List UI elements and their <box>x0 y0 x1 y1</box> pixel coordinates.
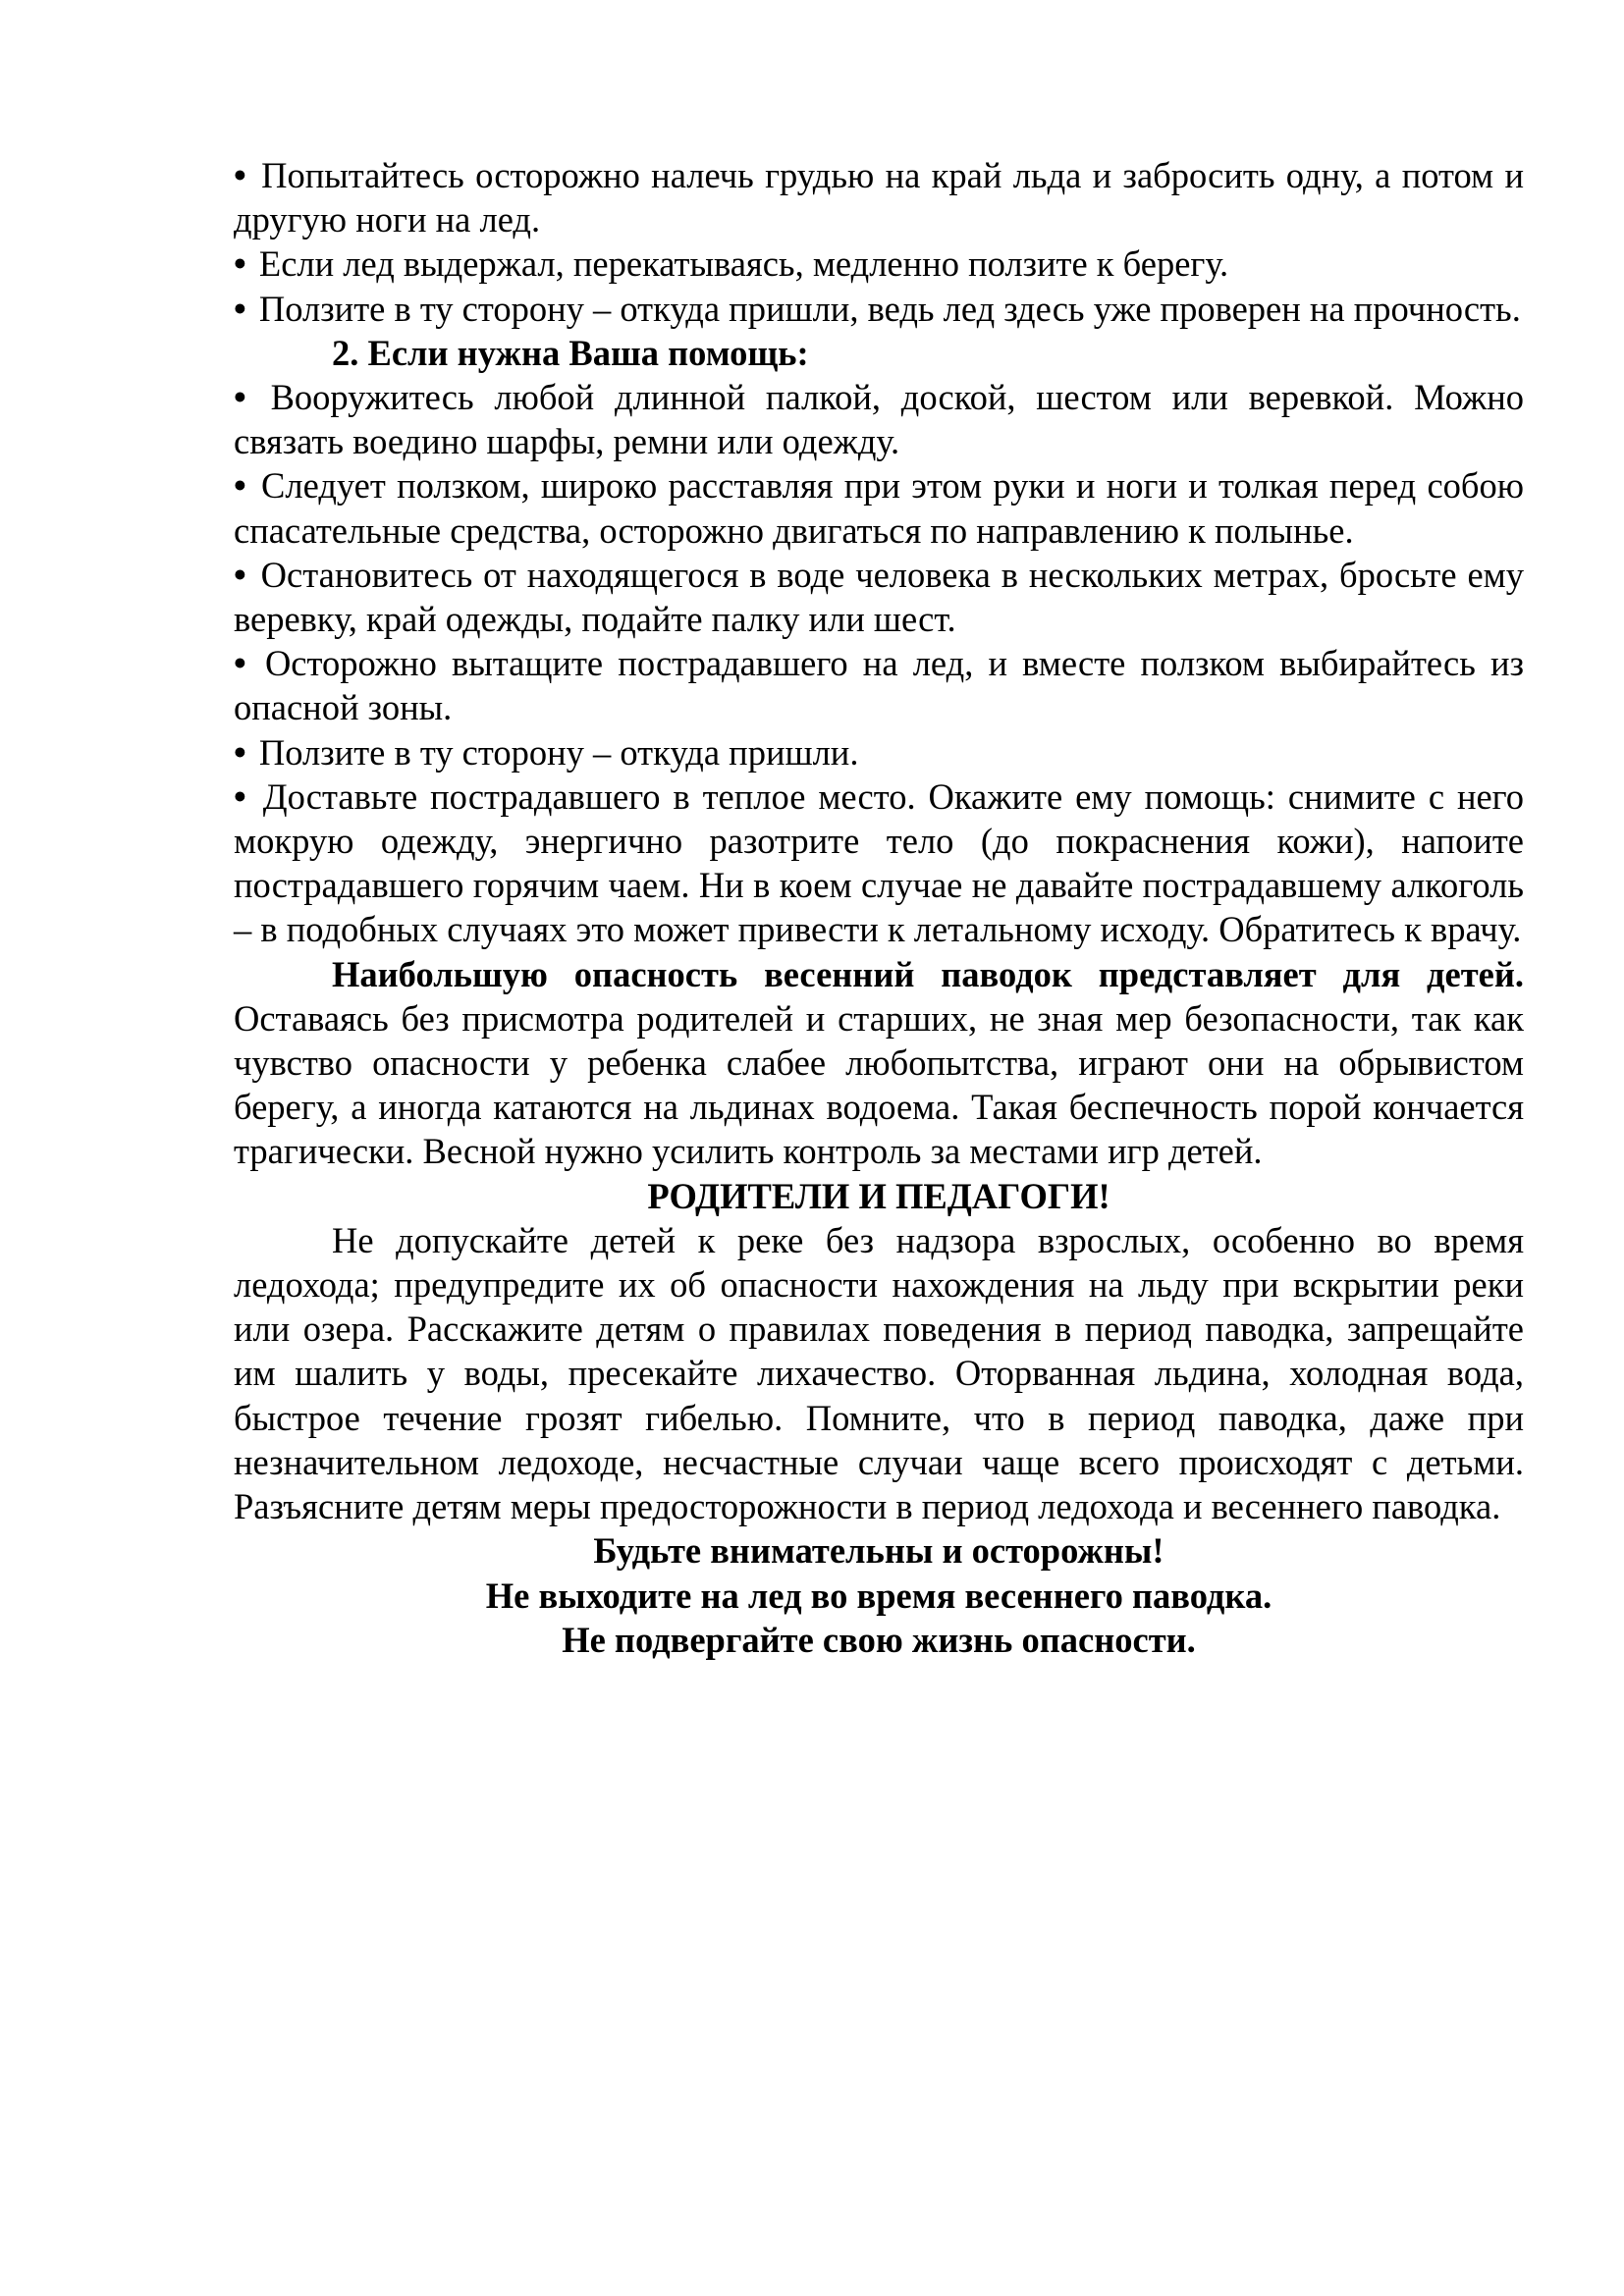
closing-line: Не выходите на лед во время весеннего паводка. <box>485 1575 1272 1616</box>
bullet-text: Доставьте пострадавшего в теплое место. Окажите ему помощь: снимите с него мокрую одежду, энергично разотрите тело (до покраснения кожи), напоите пострадавшего горячим чаем. Ни в коем случае не давайте пострадавшему алкоголь – в подобных случаях это может привести к летальному исходу. Обратитесь к врачу. <box>234 775 1524 950</box>
parents-heading: РОДИТЕЛИ И ПЕДАГОГИ! <box>647 1175 1110 1216</box>
bullet-icon: • <box>234 775 246 817</box>
bullet-text: Ползите в ту сторону – откуда пришли. <box>258 731 859 773</box>
bullet-item <box>234 730 1524 774</box>
bullet-text: Остановитесь от находящегося в воде человека в нескольких метрах, бросьте ему веревку, край одежды, подайте палку или шест. <box>234 554 1525 640</box>
bullet-text: Вооружитесь любой длинной палкой, доской, шестом или веревкой. Можно связать воедино шарфы, ремни или одежду. <box>234 377 1524 462</box>
bullet-icon: • <box>234 377 246 418</box>
bullet-item <box>234 153 1524 241</box>
bullet-icon: • <box>234 643 246 684</box>
bullet-text: Следует ползком, широко расставляя при этом руки и ноги и толкая перед собою спасательные средства, осторожно двигаться по направлению к полынье. <box>234 465 1524 551</box>
bullet-text: Попытайтесь осторожно налечь грудью на край льда и забросить одну, а потом и другую ноги на лед. <box>234 155 1525 240</box>
bullet-text: Если лед выдержал, перекатываясь, медленно ползите к берегу. <box>258 243 1229 285</box>
bullet-icon: • <box>234 554 246 595</box>
section-heading: 2. Если нужна Ваша помощь: <box>332 332 809 373</box>
bullet-item <box>234 241 1524 286</box>
parents-paragraph: Не допускайте детей к реке без надзора взрослых, особенно во время ледохода; предупредите их об опасности нахождения на льду при вскрытии реки или озера. Расскажите детям о правилах поведения в период паводка, запрещайте им шалить у воды, пресекайте лихачество. Оторванная льдина, холодная вода, быстрое течение грозят гибелью. Помните, что в период паводка, даже при незначительном ледоходе, несчастные случаи чаще всего происходят с детьми. Разъясните детям меры предосторожности в период ледохода и весеннего паводка. <box>234 1219 1524 1527</box>
danger-lead: Наибольшую опасность весенний паводок представляет для детей. <box>332 953 1524 994</box>
bullet-item <box>234 553 1524 641</box>
bullet-item <box>234 641 1524 729</box>
bullet-text: Ползите в ту сторону – откуда пришли, ведь лед здесь уже проверен на прочность. <box>258 288 1521 329</box>
closing-line: Будьте внимательны и осторожны! <box>593 1530 1164 1572</box>
bullet-icon: • <box>234 155 246 195</box>
bullet-icon: • <box>234 288 246 329</box>
bullet-item <box>234 463 1524 552</box>
danger-text: Оставаясь без присмотра родителей и старших, не зная мер безопасности, так как чувство опасности у ребенка слабее любопытства, играют они на обрывистом берегу, а иногда катаются на льдинах водоема. Такая беспечность порой кончается трагически. Весной нужно усилить контроль за местами игр детей. <box>234 997 1524 1172</box>
document-page <box>234 153 1524 1662</box>
bullet-icon: • <box>234 731 246 773</box>
danger-paragraph <box>234 952 1524 1174</box>
closing-line: Не подвергайте свою жизнь опасности. <box>562 1619 1196 1660</box>
bullet-text: Осторожно вытащите пострадавшего на лед, и вместе ползком выбирайтесь из опасной зоны. <box>234 643 1525 728</box>
bullet-icon: • <box>234 243 246 285</box>
bullet-icon: • <box>234 465 246 507</box>
bullet-item <box>234 774 1524 952</box>
bullet-item <box>234 287 1524 331</box>
bullet-item <box>234 375 1524 463</box>
